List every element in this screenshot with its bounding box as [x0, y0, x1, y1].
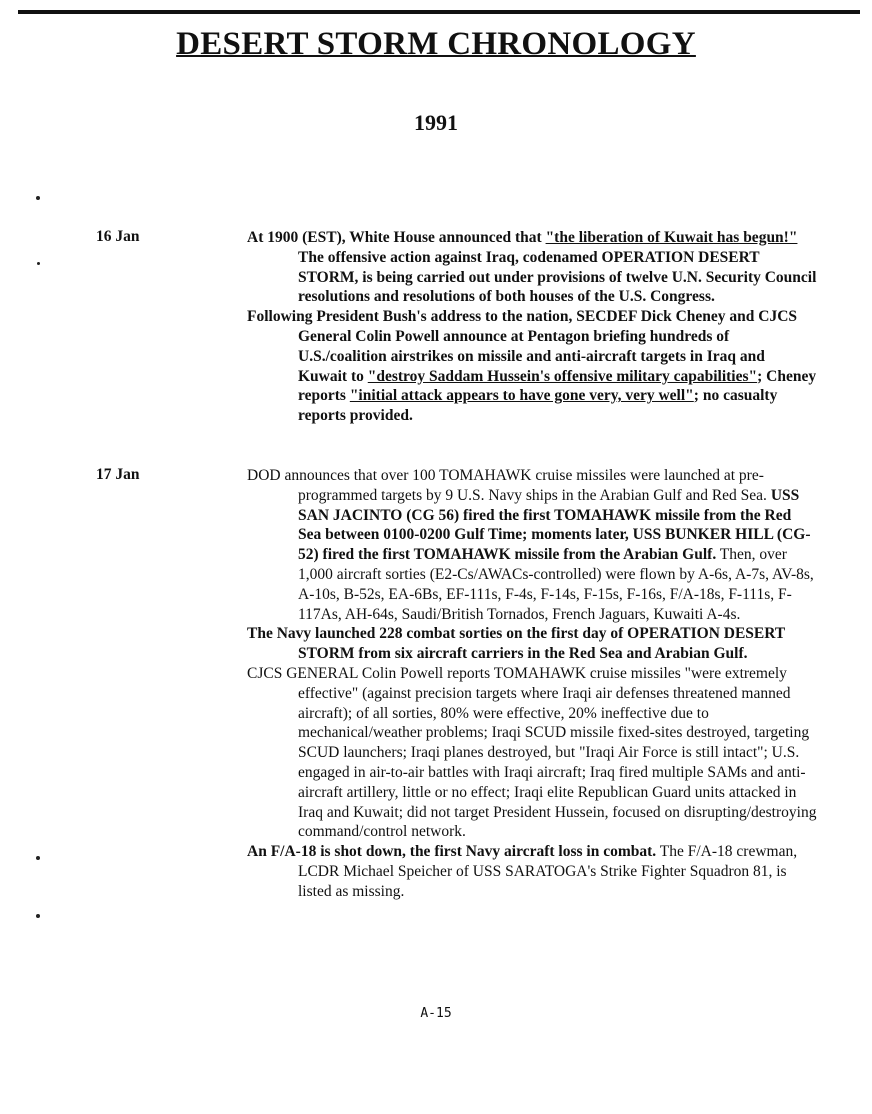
entry-body: [247, 228, 817, 426]
scan-speck: [36, 196, 40, 200]
text-run: An F/A-18 is shot down, the first Navy aircraft loss in combat.: [247, 843, 657, 861]
text-run: Following President Bush's address to the nation, SECDEF Dick Cheney and CJCS General Colin Powell announce at Pentagon briefing hundreds of U.S./coalition airstrikes on missile and anti-aircraft targets in Iraq and Kuwait to: [247, 308, 798, 385]
top-rule: [18, 10, 860, 14]
entry-paragraph: [247, 842, 817, 901]
text-run: Then, over 1,000 aircraft sorties (E2-Cs/AWACs-controlled) were flown by A-6s, A-7s, AV-8s, A-10s, B-52s, EA-6Bs, EF-111s, F-4s, F-14s, F-15s, F-16s, F/A-18s, F-111s, F-117As, AH-64s, Saudi/British Tornados, French Jaguars, Kuwaiti A-4s.: [298, 546, 814, 623]
entry-date: 16 Jan: [96, 228, 140, 245]
entry-body: [247, 466, 817, 902]
entry-paragraph: [247, 228, 817, 307]
quoted-statement: "destroy Saddam Hussein's offensive military capabilities": [367, 367, 758, 385]
quoted-statement: "the liberation of Kuwait has begun!": [545, 229, 798, 246]
scan-speck: [36, 856, 40, 860]
entry-paragraph: The Navy launched 228 combat sorties on the first day of OPERATION DESERT STORM from six aircraft carriers in the Red Sea and Arabian Gulf.: [247, 625, 785, 663]
document-year: 1991: [414, 110, 458, 135]
entry-date: 17 Jan: [96, 466, 140, 483]
text-run: ; no casualty reports provided.: [298, 387, 778, 425]
text-run: USS SAN JACINTO (CG 56) fired the first TOMAHAWK missile from the Red Sea between 0100-0200 Gulf Time; moments later, USS BUNKER HILL (CG-52) fired the first TOMAHAWK missile from the Arabian Gulf.: [298, 486, 811, 564]
quoted-statement: "initial attack appears to have gone very, very well": [349, 387, 694, 405]
document-title: DESERT STORM CHRONOLOGY: [176, 26, 696, 62]
entry-paragraph: [247, 466, 817, 624]
scan-speck: [37, 262, 40, 265]
scan-speck: [36, 914, 40, 918]
page-number: A-15: [420, 1006, 452, 1021]
text-run: The F/A-18 crewman, LCDR Michael Speicher of USS SARATOGA's Strike Fighter Squadron 81, is listed as missing.: [298, 843, 798, 900]
entry-paragraph: [247, 307, 817, 426]
entry-paragraph: CJCS GENERAL Colin Powell reports TOMAHAWK cruise missiles "were extremely effective" (against precision targets where Iraqi air defenses threatened manned aircraft); of all sorties, 80% were effective, 20% ineffective due to mechanical/weather problems; Iraqi SCUD missile fixed-sites destroyed, targeting SCUD launchers; Iraqi planes destroyed, but "Iraqi Air Force is still intact"; U.S. engaged in air-to-air battles with Iraqi aircraft; Iraq fired multiple SAMs and anti-aircraft artillery, little or no effect; Iraqi elite Republican Guard units attacked in Iraq and Kuwait; did not target President Hussein, focused on disrupting/destroying command/control network.: [247, 664, 817, 841]
text-run: The offensive action against Iraq, codenamed OPERATION DESERT STORM, is being carried out under provisions of twelve U.N. Security Council resolutions and resolutions of both houses of the U.S. Congress.: [298, 248, 817, 306]
text-run: At 1900 (EST), White House announced that: [247, 229, 546, 246]
text-run: DOD announces that over 100 TOMAHAWK cruise missiles were launched at pre-programmed targets by 9 U.S. Navy ships in the Arabian Gulf and Red Sea.: [247, 467, 771, 504]
text-run: ; Cheney reports: [298, 367, 817, 405]
